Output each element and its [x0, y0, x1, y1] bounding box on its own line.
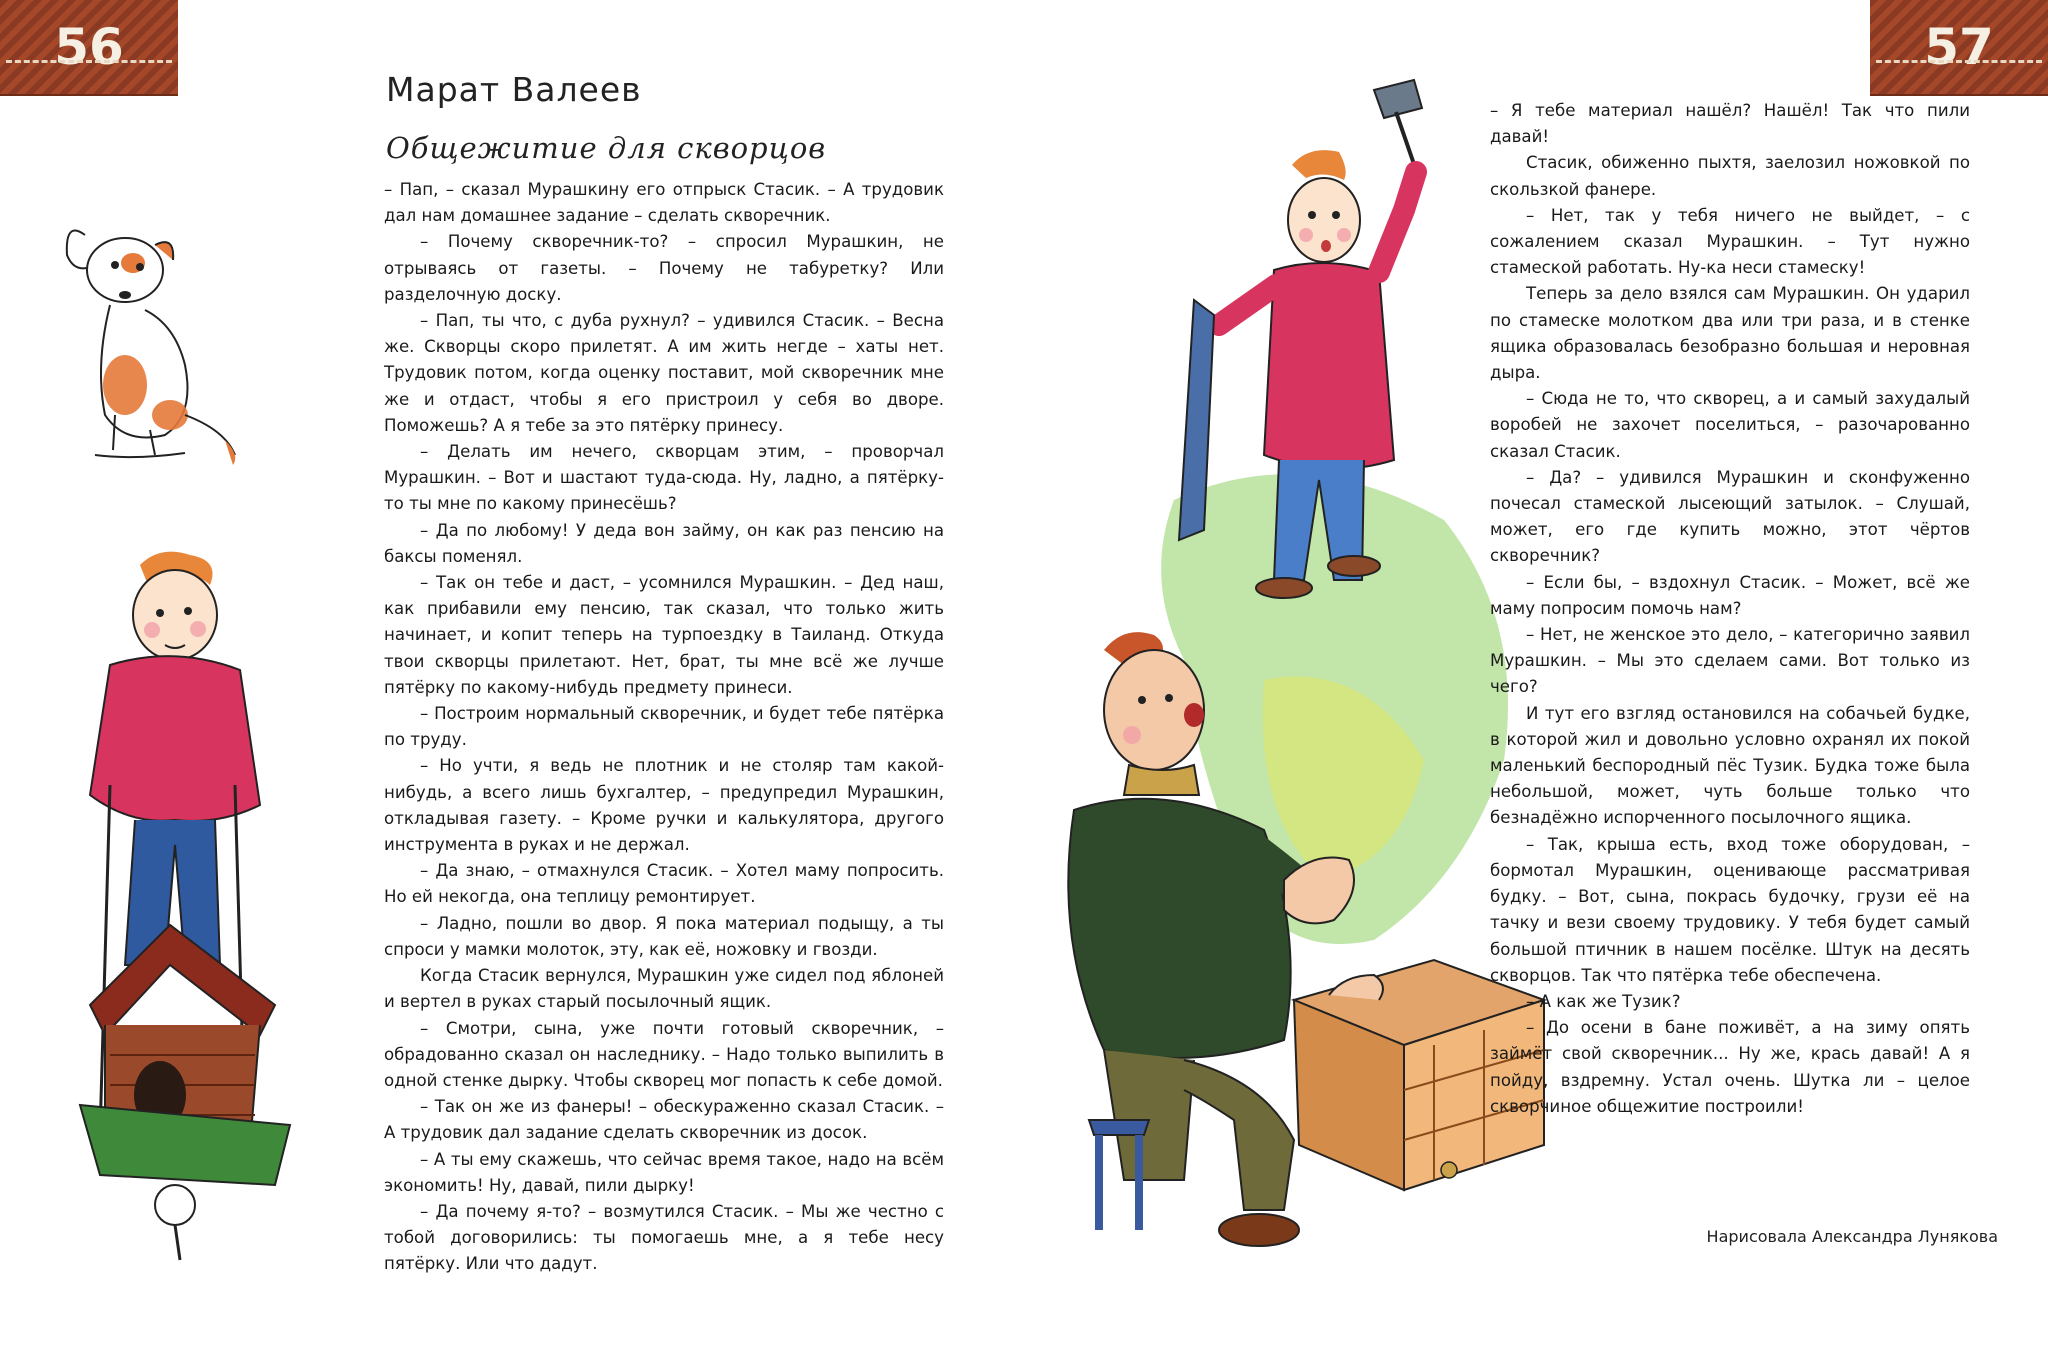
- paragraph: – До осени в бане поживёт, а на зиму опять займёт свой скворечник... Ну же, крась давай! А я пойду, вздремну. Устал очень. Шутка ли – целое скворчиное общежитие построили!: [1490, 1018, 1970, 1116]
- paragraph: Когда Стасик вернулся, Мурашкин уже сидел под яблоней и вертел в руках старый посылочный ящик.: [384, 966, 944, 1012]
- dog-illustration: [55, 215, 255, 475]
- paragraph: – Почему скворечник-то? – спросил Мурашкин, не отрываясь от газеты. – Почему не табуретку? Или разделочную доску.: [384, 232, 944, 304]
- page-number-right-value: 57: [1924, 18, 1994, 76]
- paragraph: – Ладно, пошли во двор. Я пока материал подыщу, а ты спроси у мамки молоток, эту, как её, ножовку и гвозди.: [384, 913, 944, 959]
- tab-stitch: [1876, 60, 2042, 63]
- page-number-right: [1870, 0, 2048, 94]
- page-number-left-value: 56: [54, 18, 124, 76]
- paragraph: – Я тебе материал нашёл? Нашёл! Так что пили давай!: [1490, 101, 1970, 147]
- paragraph: – Нет, не женское это дело, – категорично заявил Мурашкин. – Мы это сделаем сами. Вот только из чего?: [1490, 625, 1970, 697]
- story-title: Общежитие для скворцов: [386, 131, 827, 165]
- paragraph: – Смотри, сына, уже почти готовый скворечник, – обрадованно сказал он наследнику. – Надо только выпилить в одной стенке дырку. Чтобы скворец мог попасть к себе домой.: [384, 1018, 944, 1090]
- paragraph: – Так, крыша есть, вход тоже оборудован, – бормотал Мурашкин, оценивающе рассматривая будку. – Вот, сына, покрась будочку, грузи её на тачку и вези своему трудовику. У тебя будет самый большой птичник в нашем посёлке. Штук на десять скворцов. Так что пятёрка тебе обеспечена.: [1490, 834, 1970, 985]
- paragraph: – Да? – удивился Мурашкин и сконфуженно почесал стамеской лысеющий затылок. – Слушай, может, его где купить можно, этот чёртов скворечник?: [1490, 467, 1970, 566]
- tab-stitch: [6, 60, 172, 63]
- paragraph: Стасик, обиженно пыхтя, заелозил ножовкой по скользкой фанере.: [1490, 153, 1970, 199]
- paragraph: – Да знаю, – отмахнулся Стасик. – Хотел маму попросить. Но ей некогда, она теплицу ремонтирует.: [384, 861, 944, 907]
- paragraph: – Сюда не то, что скворец, а и самый захудалый воробей не захочет поселиться, – разочарованно сказал Стасик.: [1490, 389, 1970, 461]
- illustrator-credit: Нарисовала Александра Лунякова: [1706, 1227, 1998, 1246]
- paragraph: – А как же Тузик?: [1526, 991, 1681, 1011]
- story-text-right: [1490, 98, 1970, 1120]
- paragraph: – Да почему я-то? – возмутился Стасик. – Мы же честно с тобой договорились: ты помогаешь мне, а я тебе несу пятёрку. Или что дадут.: [384, 1201, 944, 1274]
- paragraph: – Если бы, – вздохнул Стасик. – Может, всё же маму попросим помочь нам?: [1490, 572, 1970, 618]
- paragraph: – Пап, – сказал Мурашкину его отпрыск Стасик. – А трудовик дал нам домашнее задание – сделать скворечник.: [384, 180, 944, 226]
- paragraph: И тут его взгляд остановился на собачьей будке, в которой жил и довольно условно охранял их покой маленький беспородный пёс Тузик. Будка тоже была небольшой, может, чуть больше только что безнадёжно испорченного посылочного ящика.: [1490, 703, 1970, 828]
- paragraph: – Но учти, я ведь не плотник и не столяр там какой-нибудь, а всего лишь бухгалтер, – предупредил Мурашкин, откладывая газету. – Кроме ручки и калькулятора, другого инструмента в руках и не держал.: [384, 756, 944, 855]
- paragraph: – Нет, так у тебя ничего не выйдет, – с сожалением сказал Мурашкин. – Тут нужно стамеской работать. Ну-ка неси стамеску!: [1490, 205, 1970, 278]
- paragraph: – Да по любому! У деда вон займу, он как раз пенсию на баксы поменял.: [384, 520, 944, 566]
- paragraph: – Так он тебе и даст, – усомнился Мурашкин. – Дед наш, как прибавили ему пенсию, так сказал, что только жить начинает, и копит теперь на турпоездку в Таиланд. Откуда твои скворцы прилетают. Нет, брат, ты мне всё же лучше пятёрку по какому-нибудь предмету принеси.: [384, 573, 944, 697]
- paragraph: – Делать им нечего, скворцам этим, – проворчал Мурашкин. – Вот и шастают туда-сюда. Ну, ладно, а пятёрку-то ты мне по какому принесёшь?: [384, 442, 944, 514]
- boy-wheelbarrow-illustration: [70, 545, 300, 1265]
- paragraph: – Построим нормальный скворечник, и будет тебе пятёрка по труду.: [384, 704, 944, 750]
- author-name: Марат Валеев: [386, 70, 642, 109]
- paragraph: – Так он же из фанеры! – обескураженно сказал Стасик. – А трудовик дал задание сделать скворечник из досок.: [384, 1097, 944, 1143]
- right-page: [1024, 0, 2048, 1351]
- paragraph: – А ты ему скажешь, что сейчас время такое, надо на всём экономить! Ну, давай, пили дырку!: [384, 1149, 944, 1195]
- paragraph: – Пап, ты что, с дуба рухнул? – удивился Стасик. – Весна же. Скворцы скоро прилетят. А им жить негде – хаты нет. Трудовик потом, когда оценку поставит, мой скворечник мне же и отдаст, чтобы я его пристроил у себя во дворе. Поможешь? А я тебе за это пятёрку принесу.: [384, 311, 944, 435]
- story-text-left: [384, 177, 944, 1278]
- paragraph: Теперь за дело взялся сам Мурашкин. Он ударил по стамеске молотком два или три раза, и в стенке ящика образовалась безобразно большая и неровная дыра.: [1490, 284, 1970, 383]
- father-son-illustration: [1044, 60, 1564, 1300]
- page-number-left: [0, 0, 178, 94]
